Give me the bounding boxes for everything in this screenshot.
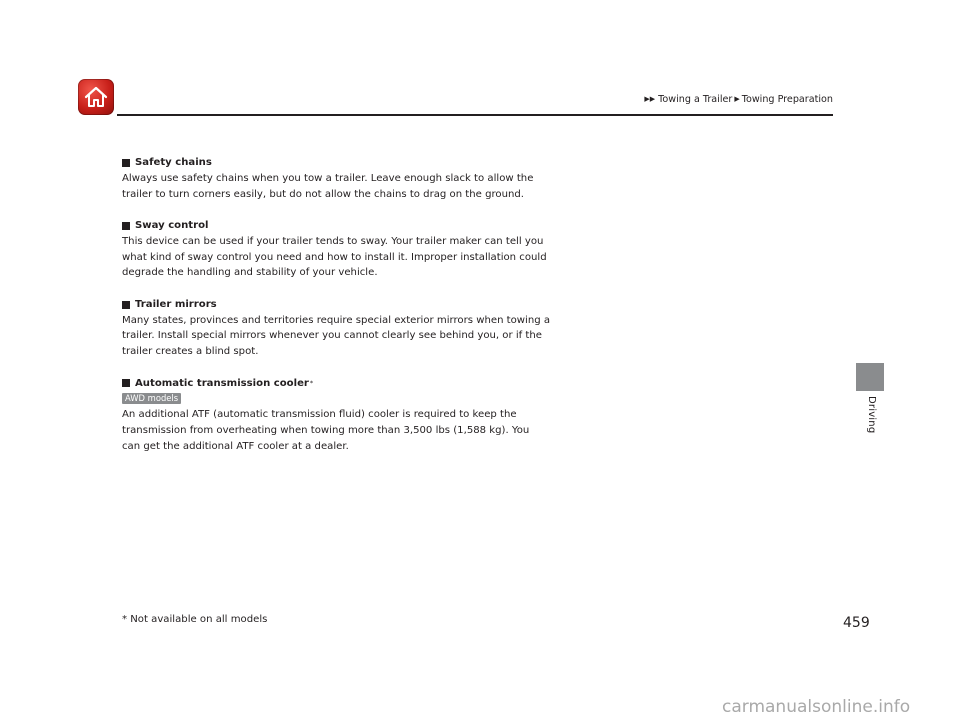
- section-title: Automatic transmission cooler: [135, 377, 309, 389]
- home-button[interactable]: [78, 79, 114, 115]
- body-line: trailer to turn corners easily, but do not allow the chains to drag on the ground.: [122, 188, 525, 200]
- breadcrumb: [644, 94, 833, 105]
- body-line: trailer creates a blind spot.: [122, 346, 259, 358]
- body-line: trailer. Install special mirrors whenever you cannot clearly see behind you, or if the: [122, 330, 542, 342]
- breadcrumb-arrow-icon: ▶▶: [644, 95, 656, 103]
- body-line: Many states, provinces and territories require special exterior mirrors when towing a: [122, 314, 551, 326]
- section-heading: Automatic transmission cooler *: [122, 376, 562, 392]
- section-safety-chains: [122, 155, 562, 202]
- breadcrumb-item[interactable]: Towing a Trailer: [658, 94, 733, 105]
- section-heading: [122, 155, 562, 171]
- body-line: can get the additional ATF cooler at a dealer.: [122, 440, 349, 452]
- square-bullet-icon: [122, 301, 130, 309]
- main-content: [122, 155, 562, 470]
- section-title: Safety chains: [135, 157, 212, 168]
- footnote: * Not available on all models: [122, 614, 268, 625]
- section-sway-control: [122, 218, 562, 281]
- square-bullet-icon: [122, 379, 130, 387]
- chapter-label: Driving: [866, 396, 877, 434]
- square-bullet-icon: [122, 159, 130, 167]
- body-line: transmission from overheating when towing more than 3,500 lbs (1,588 kg). You: [122, 425, 530, 437]
- body-line: what kind of sway control you need and how to install it. Improper installation could: [122, 251, 547, 263]
- section-title: Trailer mirrors: [135, 298, 217, 310]
- breadcrumb-item[interactable]: Towing Preparation: [741, 94, 833, 105]
- model-badge: AWD models: [122, 393, 181, 404]
- chapter-tab[interactable]: [856, 363, 884, 391]
- header-divider: [117, 114, 833, 116]
- body-line: This device can be used if your trailer tends to sway. Your trailer maker can tell you: [122, 235, 544, 247]
- breadcrumb-arrow-icon: ▶: [734, 95, 740, 103]
- body-line: degrade the handling and stability of your vehicle.: [122, 267, 378, 279]
- watermark: carmanualsonline.info: [722, 697, 911, 717]
- home-icon: [83, 85, 109, 109]
- section-heading: [122, 297, 562, 313]
- body-line: An additional ATF (automatic transmission fluid) cooler is required to keep the: [122, 409, 517, 421]
- section-title: Sway control: [135, 219, 209, 231]
- section-heading: [122, 218, 562, 234]
- square-bullet-icon: [122, 222, 130, 230]
- body-line: Always use safety chains when you tow a trailer. Leave enough slack to allow the: [122, 172, 534, 184]
- section-trailer-mirrors: [122, 297, 562, 360]
- section-transmission-cooler: [122, 376, 562, 455]
- page-number: 459: [843, 615, 870, 631]
